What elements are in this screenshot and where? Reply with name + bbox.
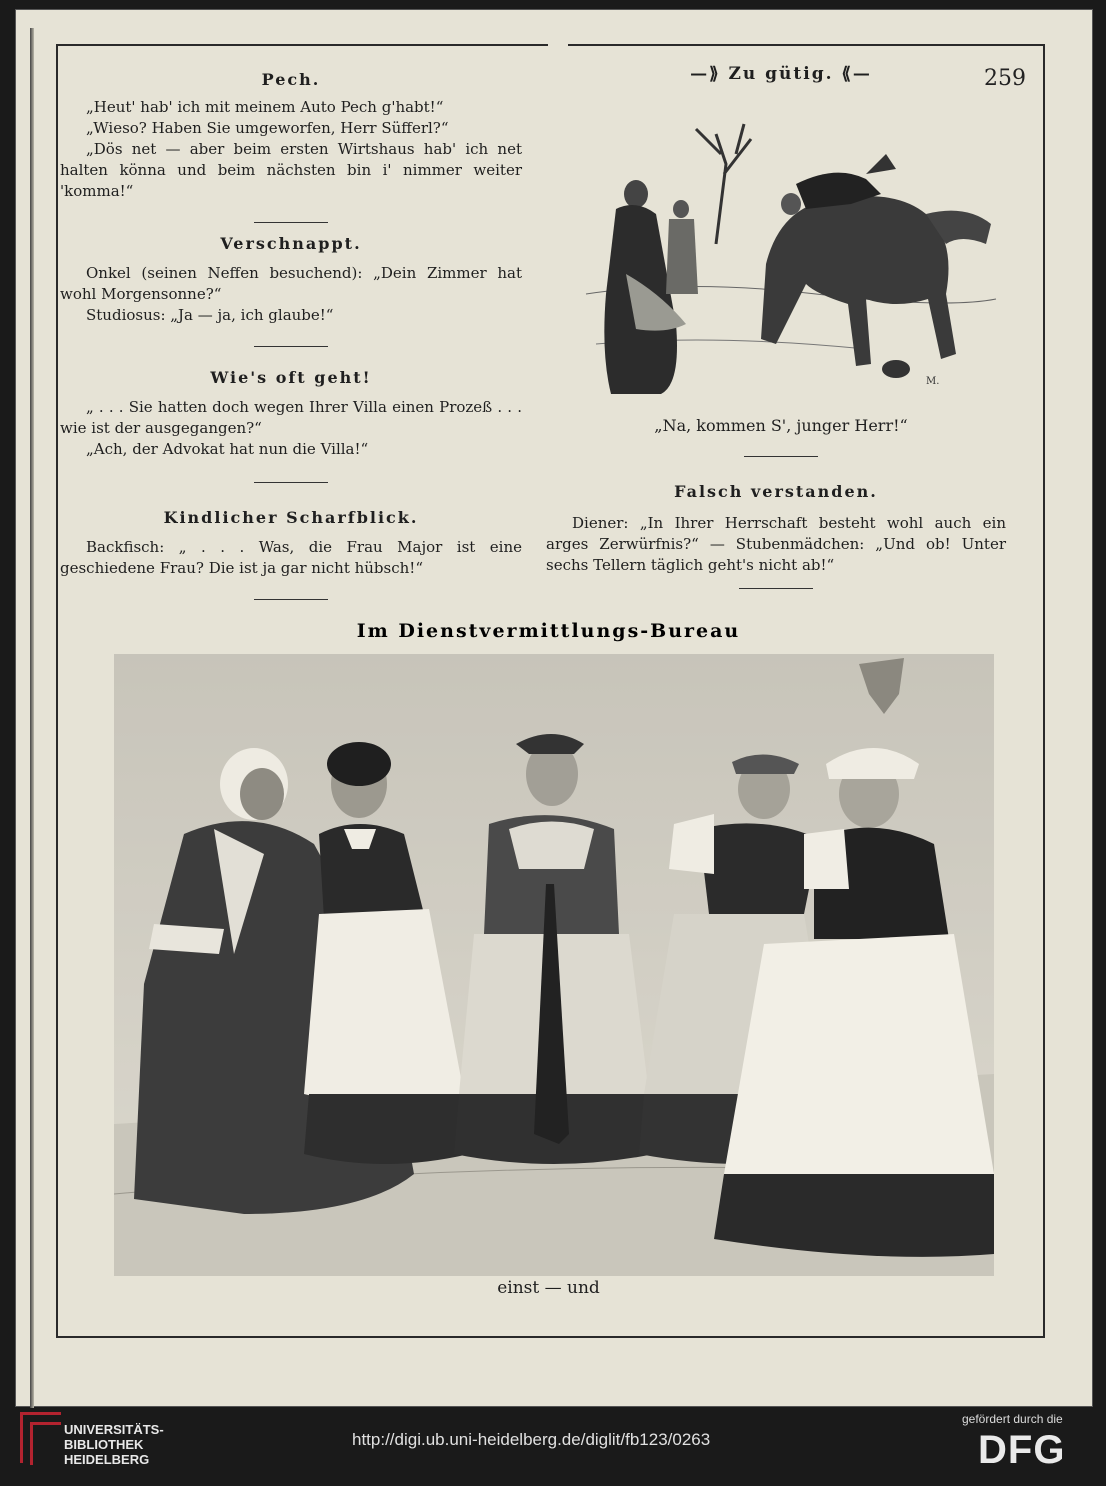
heading-kindlicher-scharfblick: Kindlicher Scharfblick. [163, 508, 419, 527]
joke-kindlicher-scharfblick [60, 508, 522, 600]
university-logo-icon-inner [30, 1422, 61, 1465]
uni-line-3: HEIDELBERG [64, 1452, 150, 1467]
heading-falsch-verstanden: Falsch verstanden. [674, 482, 878, 501]
divider-rule [254, 222, 328, 223]
permalink-url[interactable]: http://digi.ub.uni-heidelberg.de/diglit/fb123/0263 [352, 1430, 711, 1449]
falsch-line-1: Diener: „In Ihrer Herrschaft besteht wohl auch ein arges Zerwürfnis?“ — Stubenmädchen: „Und ob! Unter sechs Tellern täglich geht's nicht ab!“ [546, 514, 1006, 574]
illustration-rider-horse [566, 94, 1006, 404]
joke-wies-oft-geht [60, 368, 522, 483]
bureau-title: Im Dienstvermittlungs-Bureau [356, 620, 741, 642]
funded-by-label: gefördert durch die [962, 1412, 1063, 1426]
pech-line-3: „Dös net — aber beim ersten Wirtshaus hab' ich net halten könna und beim nächsten bin i' nimmer weiter 'komma!“ [60, 140, 522, 200]
pech-line-1: „Heut' hab' ich mit meinem Auto Pech g'habt!“ [86, 98, 444, 116]
pech-line-2: „Wieso? Haben Sie umgeworfen, Herr Süfferl?“ [86, 119, 449, 137]
joke-verschnappt [60, 234, 522, 347]
joke-pech [60, 70, 522, 223]
divider-rule [739, 588, 813, 589]
page-gutter-shadow [30, 28, 34, 1410]
servants-drawing [114, 654, 994, 1276]
heading-pech: Pech. [261, 70, 321, 89]
uni-line-2: BIBLIOTHEK [64, 1437, 144, 1452]
wies-line-1: „ . . . Sie hatten doch wegen Ihrer Villa einen Prozeß . . . wie ist der ausgegangen?“ [60, 398, 522, 437]
university-name[interactable] [64, 1422, 164, 1467]
divider-rule [254, 346, 328, 347]
heading-verschnappt: Verschnappt. [220, 234, 362, 253]
heading-zu-guetig [546, 64, 1016, 84]
zu-guetig-title: Zu gütig. [728, 64, 834, 84]
ornament-left: —⟫ [690, 64, 729, 84]
bureau-caption: einst — und [497, 1278, 600, 1298]
scharfblick-line-1: Backfisch: „ . . . Was, die Frau Major ist eine geschiedene Frau? Die ist ja gar nicht hübsch!“ [60, 538, 522, 577]
verschnappt-line-2: Studiosus: „Ja — ja, ich glaube!“ [86, 306, 334, 324]
dfg-logo[interactable]: DFG [978, 1428, 1066, 1472]
rider-horse-drawing [566, 94, 1006, 404]
viewer-footer [0, 1408, 1106, 1486]
artist-signature: M. [926, 376, 940, 387]
frame-split [548, 44, 568, 48]
joke-falsch-verstanden [546, 482, 1006, 589]
illustration-servants-bench [114, 654, 994, 1276]
wies-line-2: „Ach, der Advokat hat nun die Villa!“ [86, 440, 369, 458]
divider-rule [254, 482, 328, 483]
right-column [546, 64, 1016, 574]
heading-wies-oft-geht: Wie's oft geht! [210, 368, 372, 387]
divider-rule [744, 456, 818, 457]
divider-rule [254, 599, 328, 600]
page-number: 259 [984, 66, 1026, 91]
ornament-right: ⟪— [833, 64, 872, 84]
zu-guetig-caption: „Na, kommen S', junger Herr!“ [654, 416, 908, 435]
uni-line-1: UNIVERSITÄTS- [64, 1422, 164, 1437]
scanned-page [16, 10, 1092, 1406]
verschnappt-line-1: Onkel (seinen Neffen besuchend): „Dein Zimmer hat wohl Morgensonne?“ [60, 264, 522, 303]
